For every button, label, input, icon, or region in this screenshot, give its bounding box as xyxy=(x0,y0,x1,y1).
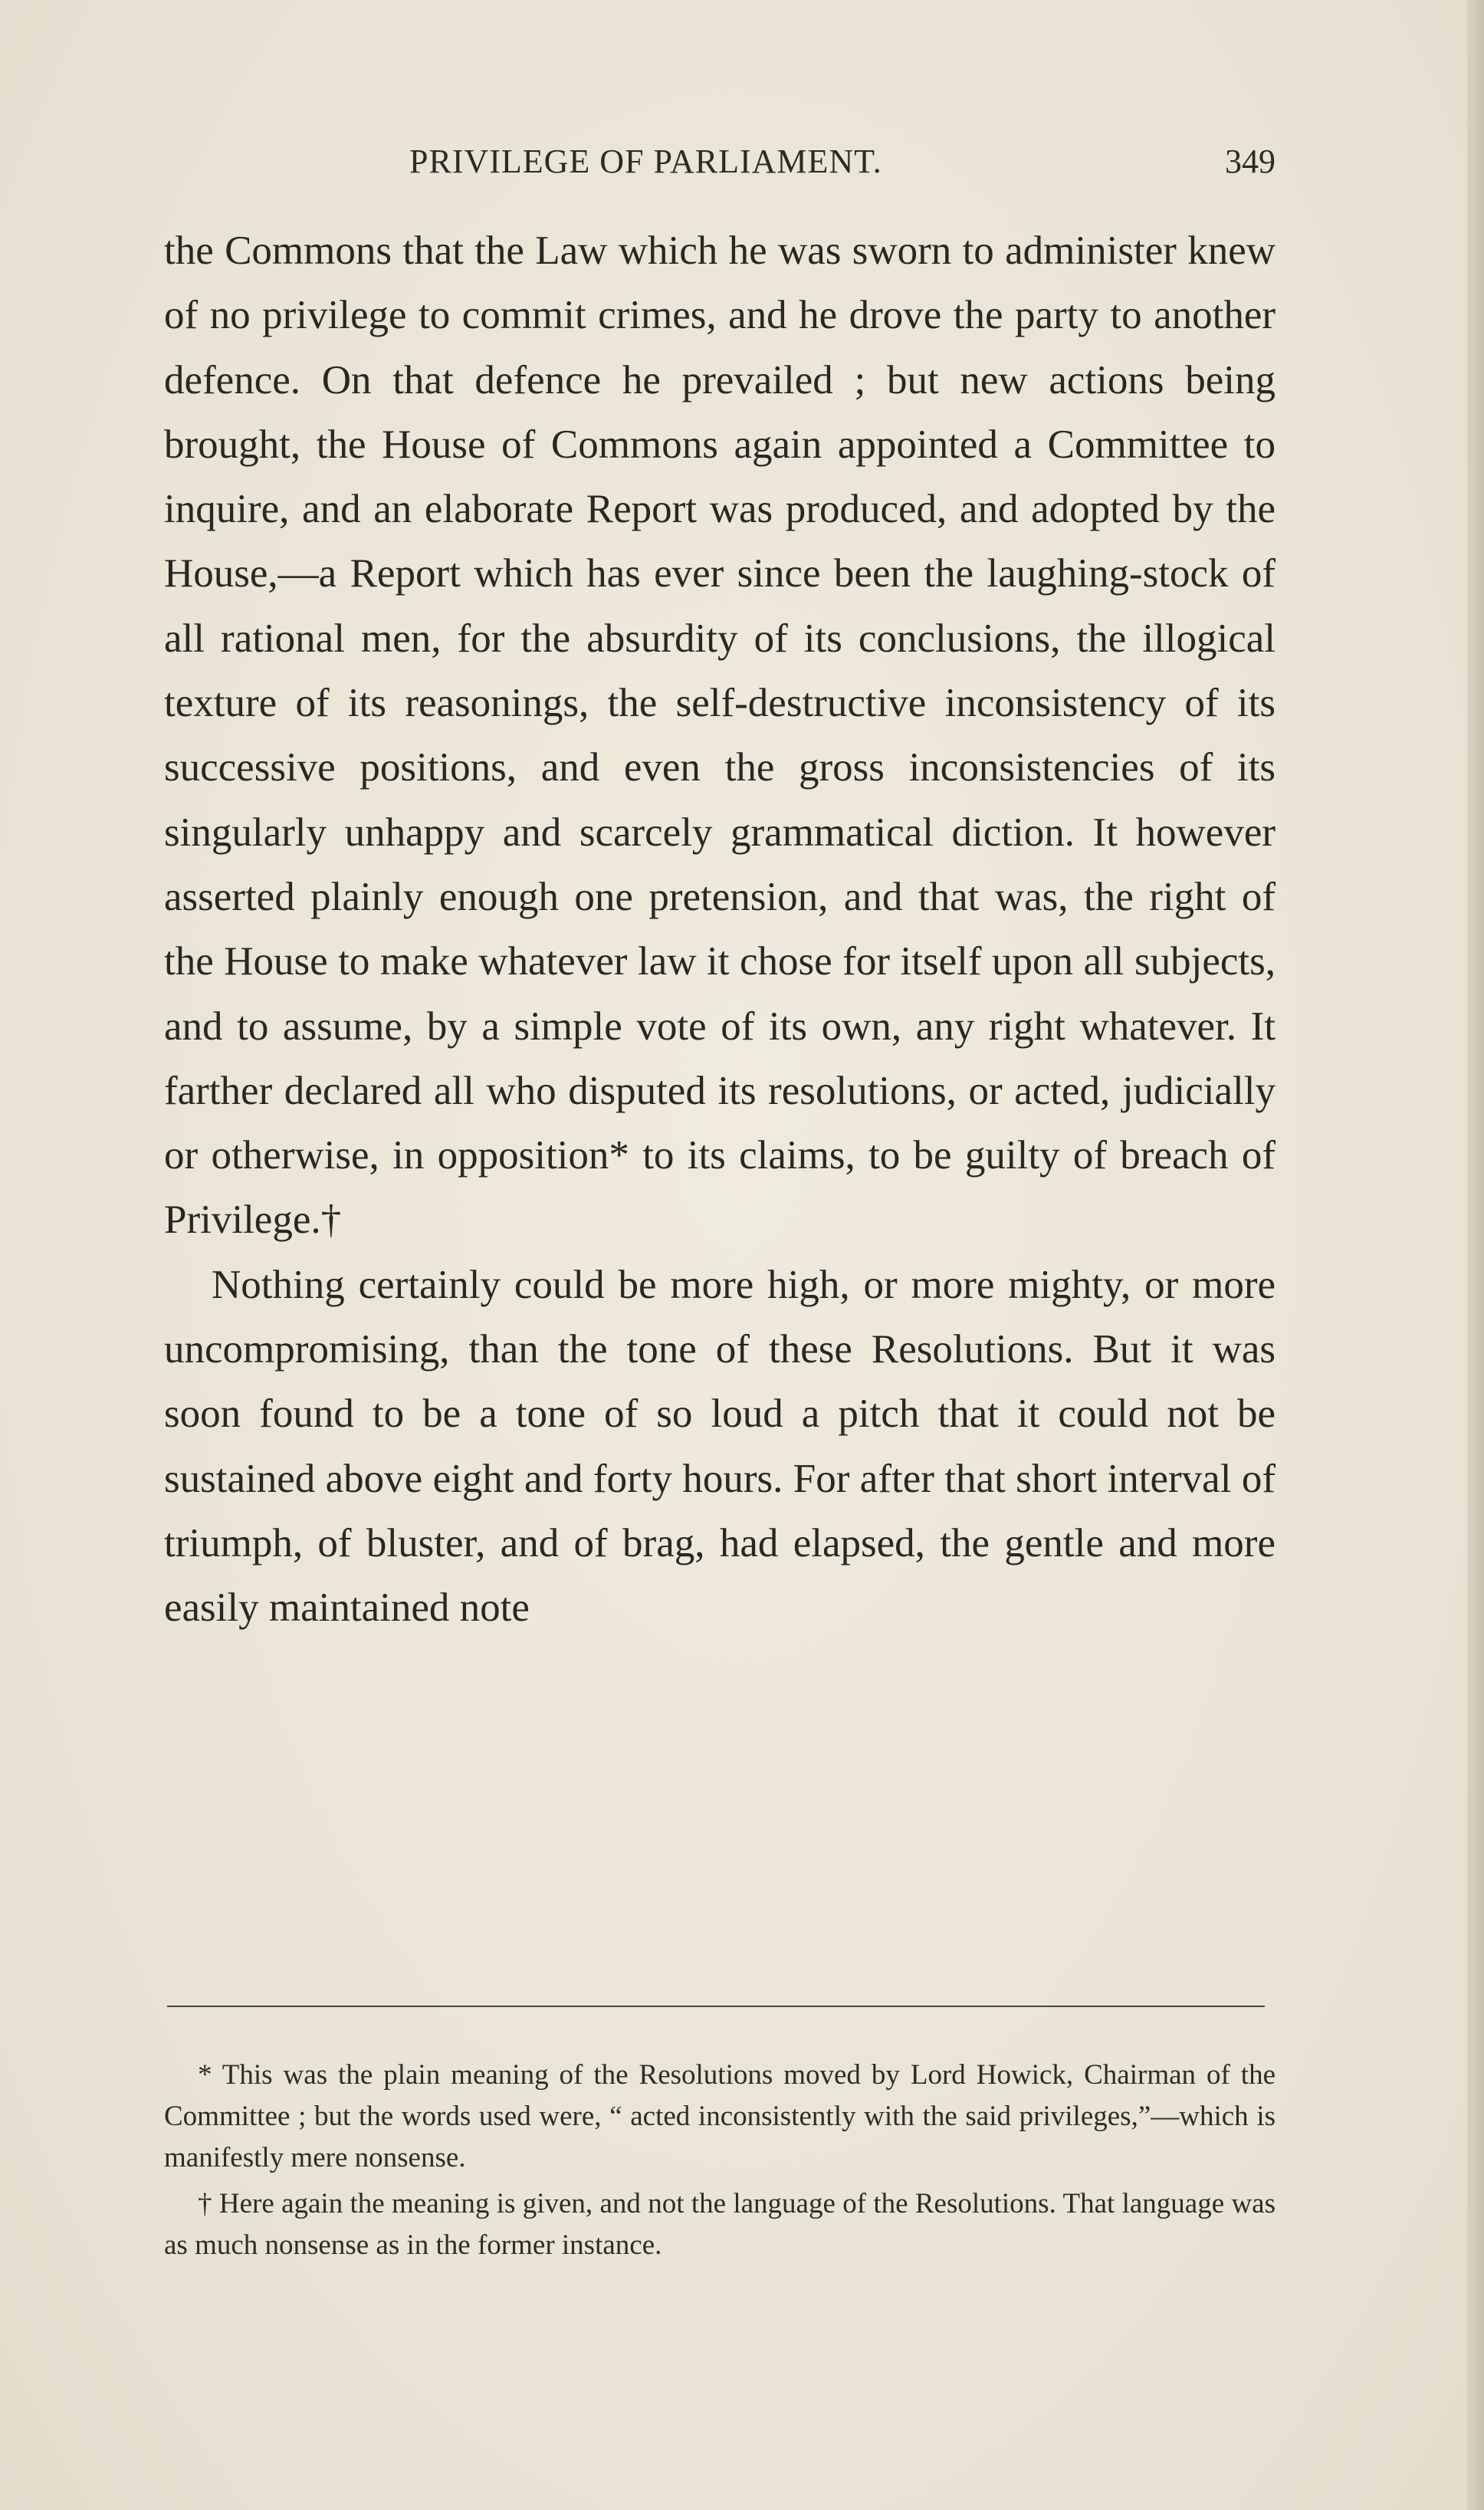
footnote: * This was the plain meaning of the Resolutions moved by Lord Howick, Chairman of the Committee ; but the words used were, “ acted inconsistently with the said privileges,”—which is manifestly mere nonsense. xyxy=(164,2059,1276,2173)
page-number: 349 xyxy=(1225,143,1276,180)
page-header xyxy=(164,142,1276,195)
paragraph: Nothing certainly could be more high, or more mighty, or more uncompromising, than the tone of these Resolutions. But it was soon found to be a tone of so loud a pitch that it could not be sustained above eight and forty hours. For after that short interval of triumph, of bluster, and of brag, had elapsed, the gentle and more easily maintained note xyxy=(164,1262,1276,1631)
footnote: † Here again the meaning is given, and not the language of the Resolutions. That language was as much nonsense as in the former instance. xyxy=(164,2188,1276,2261)
paragraph: the Commons that the Law which he was sworn to administer knew of no privilege to commit crimes, and he drove the party to another defence. On that defence he prevailed ; but new actions being brought, the House of Commons again appointed a Committee to inquire, and an elaborate Report was produced, and adopted by the House,—a Report which has ever since been the laughing-stock of all rational men, for the absurdity of its conclusions, the illogical texture of its reasonings, the self-destructive inconsistency of its successive positions, and even the gross inconsistencies of its singularly unhappy and scarcely grammatical diction. It however asserted plainly enough one pretension, and that was, the right of the House to make whatever law it chose for itself upon all subjects, and to assume, by a simple vote of its own, any right whatever. It farther declared all who disputed its resolutions, or acted, judicially or otherwise, in opposition* to its claims, to be guilty of breach of Privilege.† xyxy=(164,228,1276,1243)
main-text xyxy=(164,218,1276,1641)
footnotes xyxy=(164,2055,1276,2271)
page-edge-shadow xyxy=(1467,0,1484,2510)
footnote-separator-rule xyxy=(167,2006,1265,2007)
running-title: PRIVILEGE OF PARLIAMENT. xyxy=(409,143,882,180)
